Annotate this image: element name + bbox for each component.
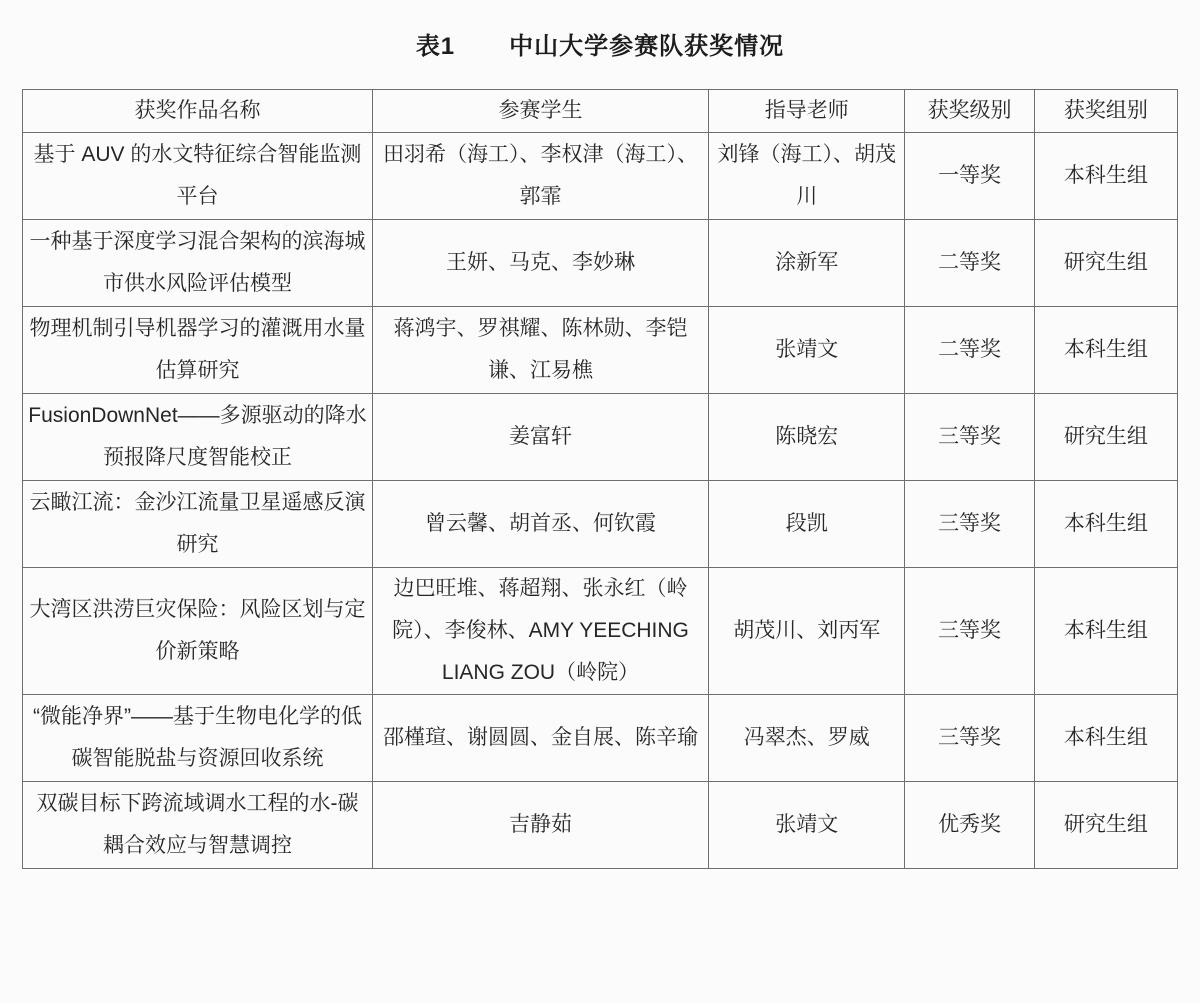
cell-group: 本科生组 xyxy=(1034,695,1177,782)
table-title xyxy=(0,26,1200,61)
cell-award: 三等奖 xyxy=(905,568,1034,695)
column-header: 获奖组别 xyxy=(1034,90,1177,133)
table-row xyxy=(23,394,1178,481)
header-row xyxy=(23,90,1178,133)
cell-teachers: 陈晓宏 xyxy=(709,394,905,481)
cell-group: 本科生组 xyxy=(1034,481,1177,568)
cell-students: 曾云馨、胡首丞、何钦霞 xyxy=(372,481,708,568)
column-header: 指导老师 xyxy=(709,90,905,133)
cell-teachers: 涂新军 xyxy=(709,220,905,307)
cell-teachers: 张靖文 xyxy=(709,307,905,394)
cell-work: 双碳目标下跨流域调水工程的水-碳耦合效应与智慧调控 xyxy=(23,782,373,869)
cell-students: 吉静茹 xyxy=(372,782,708,869)
column-header: 参赛学生 xyxy=(372,90,708,133)
table-row xyxy=(23,695,1178,782)
table-row xyxy=(23,481,1178,568)
cell-award: 优秀奖 xyxy=(905,782,1034,869)
cell-work: 物理机制引导机器学习的灌溉用水量估算研究 xyxy=(23,307,373,394)
cell-students: 边巴旺堆、蒋超翔、张永红（岭院）、李俊林、AMY YEECHING LIANG ZOU（岭院） xyxy=(372,568,708,695)
cell-group: 研究生组 xyxy=(1034,220,1177,307)
cell-group: 研究生组 xyxy=(1034,782,1177,869)
cell-award: 三等奖 xyxy=(905,481,1034,568)
cell-teachers: 段凯 xyxy=(709,481,905,568)
column-header: 获奖级别 xyxy=(905,90,1034,133)
cell-work: 基于 AUV 的水文特征综合智能监测平台 xyxy=(23,133,373,220)
cell-students: 姜富轩 xyxy=(372,394,708,481)
awards-table xyxy=(22,89,1178,869)
cell-work: 大湾区洪涝巨灾保险：风险区划与定价新策略 xyxy=(23,568,373,695)
cell-teachers: 刘锋（海工）、胡茂川 xyxy=(709,133,905,220)
cell-group: 本科生组 xyxy=(1034,133,1177,220)
cell-students: 邵槿瑄、谢圆圆、金自展、陈辛瑜 xyxy=(372,695,708,782)
cell-award: 二等奖 xyxy=(905,220,1034,307)
cell-students: 蒋鸿宇、罗祺耀、陈林勋、李铠谦、江易樵 xyxy=(372,307,708,394)
cell-students: 田羽希（海工）、李权津（海工）、郭霏 xyxy=(372,133,708,220)
awards-table-body xyxy=(23,133,1178,869)
cell-work: 一种基于深度学习混合架构的滨海城市供水风险评估模型 xyxy=(23,220,373,307)
table-row xyxy=(23,568,1178,695)
cell-teachers: 张靖文 xyxy=(709,782,905,869)
table-row xyxy=(23,782,1178,869)
cell-group: 本科生组 xyxy=(1034,307,1177,394)
table-title-label: 表1 xyxy=(415,33,456,60)
cell-work: 云瞰江流：金沙江流量卫星遥感反演研究 xyxy=(23,481,373,568)
cell-work: FusionDownNet——多源驱动的降水预报降尺度智能校正 xyxy=(23,394,373,481)
table-row xyxy=(23,220,1178,307)
cell-teachers: 冯翠杰、罗威 xyxy=(709,695,905,782)
cell-award: 一等奖 xyxy=(905,133,1034,220)
awards-table-header xyxy=(23,90,1178,133)
cell-award: 三等奖 xyxy=(905,394,1034,481)
column-header: 获奖作品名称 xyxy=(23,90,373,133)
table-row xyxy=(23,133,1178,220)
cell-teachers: 胡茂川、刘丙军 xyxy=(709,568,905,695)
cell-award: 二等奖 xyxy=(905,307,1034,394)
table-row xyxy=(23,307,1178,394)
cell-group: 本科生组 xyxy=(1034,568,1177,695)
cell-group: 研究生组 xyxy=(1034,394,1177,481)
cell-students: 王妍、马克、李妙琳 xyxy=(372,220,708,307)
table-title-text: 中山大学参赛队获奖情况 xyxy=(509,33,785,60)
cell-award: 三等奖 xyxy=(905,695,1034,782)
cell-work: “微能净界”——基于生物电化学的低碳智能脱盐与资源回收系统 xyxy=(23,695,373,782)
